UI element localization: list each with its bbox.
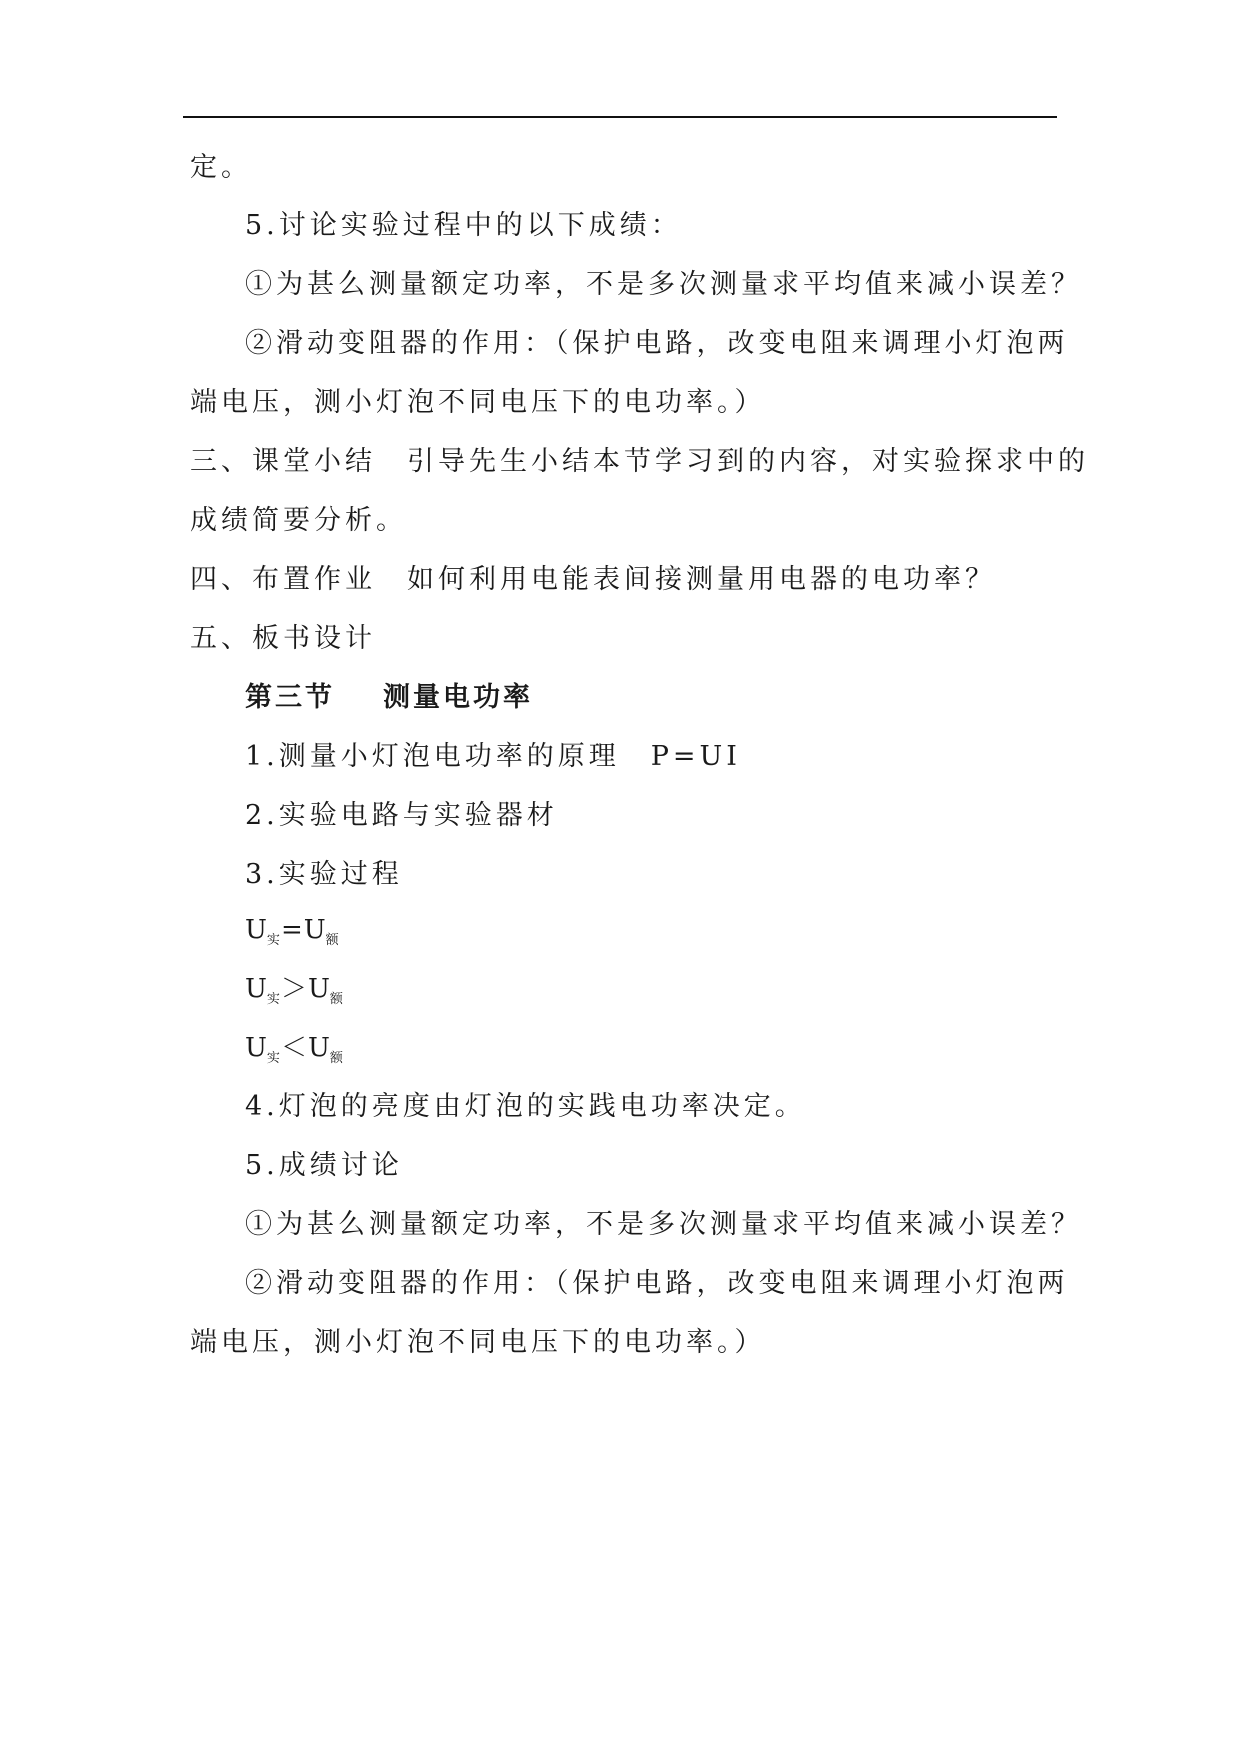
text-line: 端电压，测小灯泡不同电压下的电功率。） bbox=[190, 387, 766, 418]
board-title bbox=[245, 678, 533, 718]
section-heading: 四、布置作业 如何利用电能表间接测量用电器的电功率？ bbox=[190, 564, 996, 595]
header-rule bbox=[183, 116, 1057, 118]
board-section-label: 第三节 bbox=[245, 682, 335, 713]
board-item: 2.实验电路与实验器材 bbox=[245, 800, 558, 831]
text-line: 成绩简要分析。 bbox=[190, 505, 407, 536]
equation: $U_实=U_额$ bbox=[245, 915, 339, 948]
text-line: 5.讨论实验过程中的以下成绩： bbox=[245, 210, 682, 241]
board-title-text: 测量电功率 bbox=[383, 682, 533, 713]
text-line: ①为甚么测量额定功率，不是多次测量求平均值来减小误差？ bbox=[245, 269, 1082, 300]
text-line: ②滑动变阻器的作用：（保护电路，改变电阻来调理小灯泡两 bbox=[245, 328, 1069, 359]
equation: $U_实>U_额$ bbox=[245, 974, 343, 1007]
board-item: 3.实验过程 bbox=[245, 859, 403, 890]
section-heading: 三、课堂小结 引导先生小结本节学习到的内容，对实验探求中的 bbox=[190, 446, 1089, 477]
board-item: 1.测量小灯泡电功率的原理 P=UI bbox=[245, 741, 741, 772]
board-item: 4.灯泡的亮度由灯泡的实践电功率决定。 bbox=[245, 1091, 806, 1122]
board-item: 5.成绩讨论 bbox=[245, 1150, 403, 1181]
board-item: 端电压，测小灯泡不同电压下的电功率。） bbox=[190, 1327, 766, 1358]
board-item: ②滑动变阻器的作用：（保护电路，改变电阻来调理小灯泡两 bbox=[245, 1268, 1069, 1299]
section-heading: 五、板书设计 bbox=[190, 623, 376, 654]
text-line: 定。 bbox=[190, 152, 252, 183]
equation: $U_实<U_额$ bbox=[245, 1033, 343, 1066]
board-item: ①为甚么测量额定功率，不是多次测量求平均值来减小误差？ bbox=[245, 1209, 1082, 1240]
